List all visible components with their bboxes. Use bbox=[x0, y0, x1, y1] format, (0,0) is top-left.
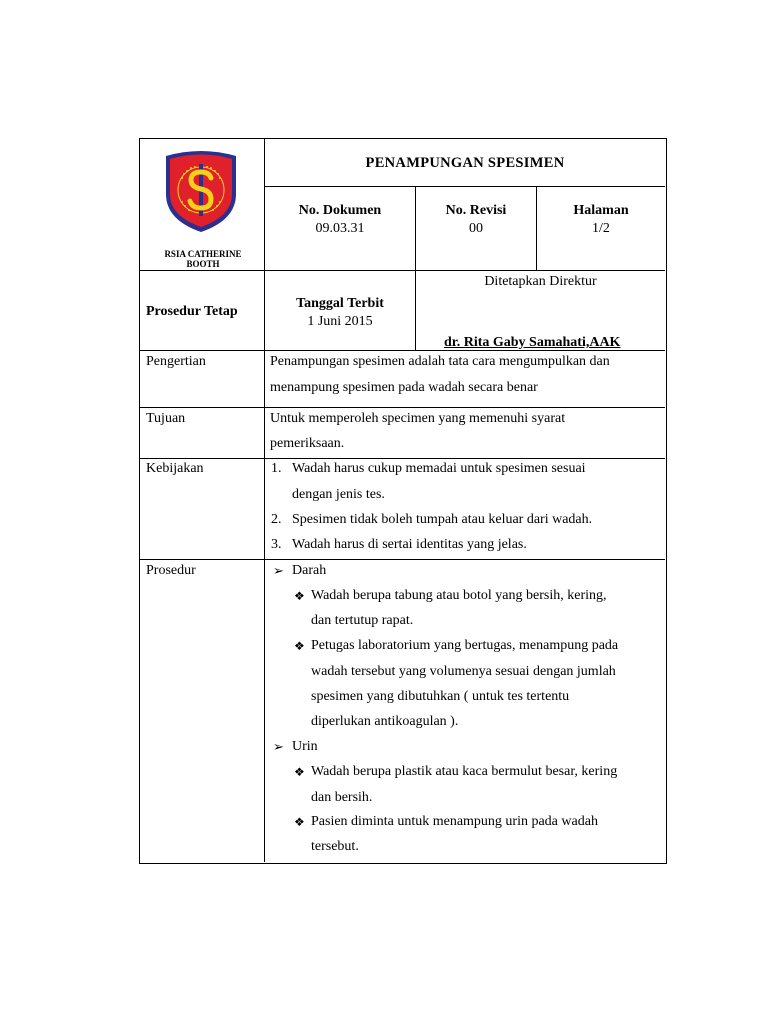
kebijakan-num-1: 1. bbox=[271, 461, 282, 476]
prosedur-label: Prosedur bbox=[146, 563, 196, 578]
page-value: 1/2 bbox=[592, 221, 610, 236]
darah-bullet-2-line2: wadah tersebut yang volumenya sesuai dengan jumlah bbox=[311, 664, 616, 679]
shield-logo-icon bbox=[164, 150, 238, 234]
tujuan-row-divider bbox=[139, 458, 665, 459]
kebijakan-item-1-line1: Wadah harus cukup memadai untuk spesimen sesuai bbox=[292, 461, 586, 476]
revision-label: No. Revisi bbox=[445, 203, 507, 218]
prosedur-group-darah: Darah bbox=[292, 563, 327, 578]
kebijakan-label: Kebijakan bbox=[146, 461, 204, 476]
issue-date-label: Tanggal Terbit bbox=[296, 296, 384, 311]
darah-bullet-1-line2: dan tertutup rapat. bbox=[311, 613, 414, 628]
darah-bullet-2-line3: spesimen yang dibutuhkan ( untuk tes tertentu bbox=[311, 689, 570, 704]
page-label: Halaman bbox=[573, 203, 629, 218]
tujuan-label: Tujuan bbox=[146, 411, 186, 426]
pengertian-row-divider bbox=[139, 407, 665, 408]
revision-value: 00 bbox=[469, 221, 483, 236]
arrow-bullet-icon: ➢ bbox=[273, 739, 284, 754]
hospital-logo bbox=[164, 150, 238, 234]
hospital-name-line1: RSIA CATHERINE bbox=[164, 249, 242, 259]
darah-bullet-2-line1: Petugas laboratorium yang bertugas, menampung pada bbox=[311, 638, 619, 653]
pengertian-line1: Penampungan spesimen adalah tata cara mengumpulkan dan bbox=[270, 354, 610, 369]
tujuan-line1: Untuk memperoleh specimen yang memenuhi syarat bbox=[270, 411, 566, 426]
column-divider bbox=[264, 138, 265, 862]
tujuan-line2: pemeriksaan. bbox=[270, 436, 345, 451]
document-title: PENAMPUNGAN SPESIMEN bbox=[365, 155, 565, 171]
prosedur-group-urin: Urin bbox=[292, 739, 318, 754]
urin-bullet-2-line2: tersebut. bbox=[311, 839, 359, 854]
urin-bullet-1-line1: Wadah berupa plastik atau kaca bermulut besar, kering bbox=[311, 764, 618, 779]
kebijakan-num-3: 3. bbox=[271, 537, 282, 552]
kebijakan-item-2-line1: Spesimen tidak boleh tumpah atau keluar dari wadah. bbox=[292, 512, 593, 527]
table-border bbox=[139, 138, 667, 864]
title-row-divider bbox=[264, 186, 665, 187]
arrow-bullet-icon: ➢ bbox=[273, 563, 284, 578]
darah-bullet-1-line1: Wadah berupa tabung atau botol yang bersih, kering, bbox=[311, 588, 607, 603]
kebijakan-item-3-line1: Wadah harus di sertai identitas yang jelas. bbox=[292, 537, 527, 552]
doc-number-value: 09.03.31 bbox=[315, 221, 365, 236]
urin-bullet-2-line1: Pasien diminta untuk menampung urin pada wadah bbox=[311, 814, 598, 829]
director-name: dr. Rita Gaby Samahati,AAK bbox=[444, 335, 621, 350]
urin-bullet-1-line2: dan bersih. bbox=[311, 790, 373, 805]
diamond-bullet-icon: ❖ bbox=[294, 589, 305, 603]
pengertian-label: Pengertian bbox=[146, 354, 206, 369]
diamond-bullet-icon: ❖ bbox=[294, 815, 305, 829]
kebijakan-item-1-line2: dengan jenis tes. bbox=[292, 487, 385, 502]
kebijakan-num-2: 2. bbox=[271, 512, 282, 527]
diamond-bullet-icon: ❖ bbox=[294, 639, 305, 653]
approved-label: Ditetapkan Direktur bbox=[484, 274, 597, 289]
header-row-divider bbox=[139, 270, 665, 271]
diamond-bullet-icon: ❖ bbox=[294, 765, 305, 779]
hospital-name bbox=[150, 249, 256, 269]
kebijakan-row-divider bbox=[139, 559, 665, 560]
doc-number-label: No. Dokumen bbox=[298, 203, 382, 218]
hospital-name-line2: BOOTH bbox=[186, 259, 220, 269]
pengertian-line2: menampung spesimen pada wadah secara benar bbox=[270, 380, 538, 395]
issue-date-value: 1 Juni 2015 bbox=[307, 314, 373, 329]
procedure-type: Prosedur Tetap bbox=[146, 304, 238, 319]
darah-bullet-2-line4: diperlukan antikoagulan ). bbox=[311, 714, 459, 729]
